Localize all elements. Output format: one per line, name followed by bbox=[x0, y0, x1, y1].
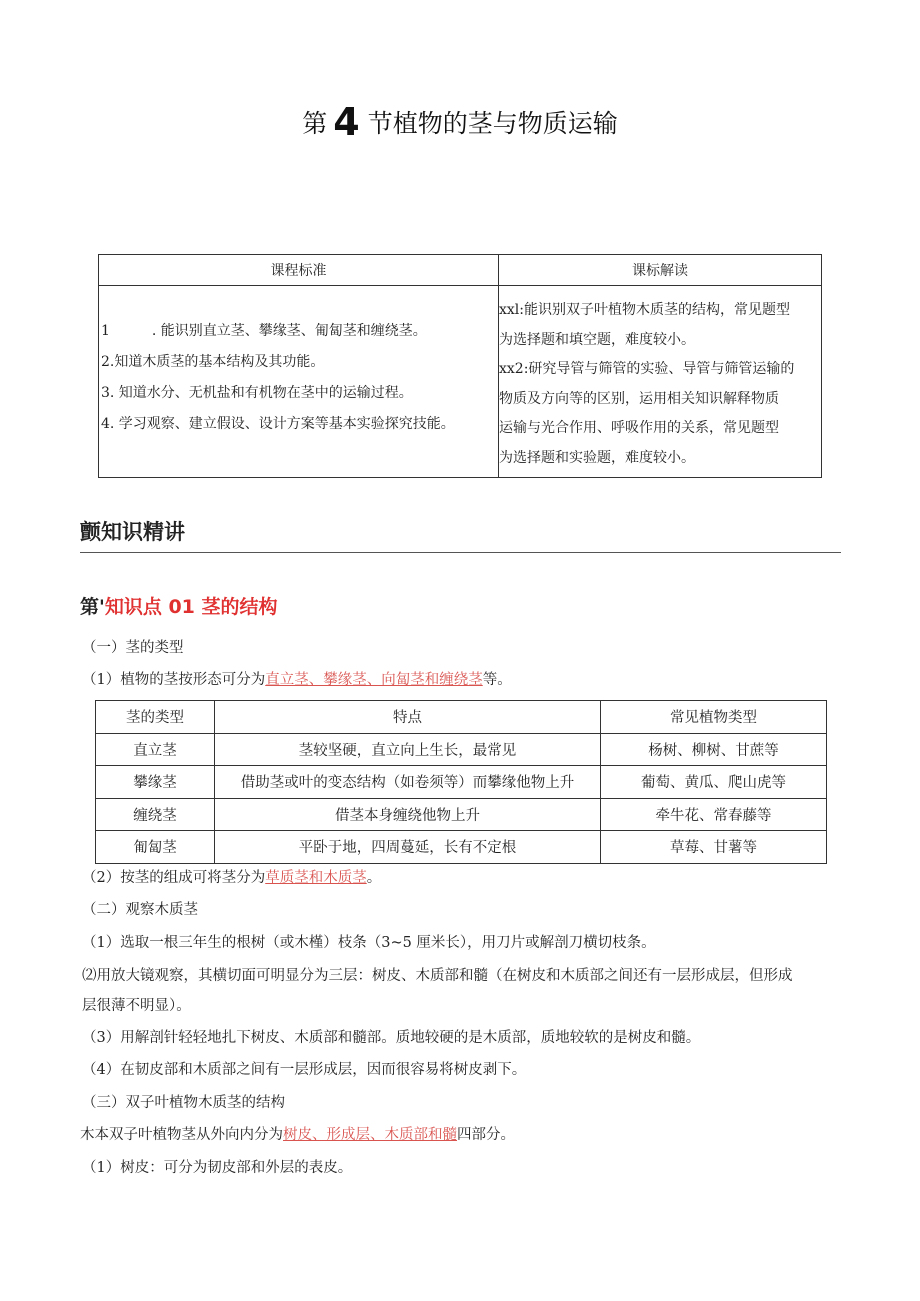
standards-right-cell bbox=[499, 286, 822, 478]
knowledge-point-heading bbox=[80, 592, 278, 619]
table-row: 直立茎 茎较坚硬，直立向上生长，最常见 杨树、柳树、甘蔗等 bbox=[96, 733, 827, 766]
standard-item: 4. 学习观察、建立假设、设计方案等基本实验探究技能。 bbox=[101, 416, 455, 432]
column-header: 常见植物类型 bbox=[601, 701, 827, 734]
title-number: 4 bbox=[333, 100, 360, 144]
paragraph: （3）用解剖针轻轻地扎下树皮、木质部和髓部。质地较硬的是木质部，质地较软的是树皮和髓。 bbox=[82, 1030, 701, 1046]
table-header-row bbox=[96, 701, 827, 734]
highlight-stem-composition: 草质茎和木质茎 bbox=[265, 870, 367, 886]
subheading-dicot-stem-structure: （三）双子叶植物木质茎的结构 bbox=[82, 1095, 285, 1111]
paragraph: ⑵用放大镜观察，其横切面可明显分为三层：树皮、木质部和髓（在树皮和木质部之间还有一层形成层，但形成 bbox=[82, 968, 793, 984]
stem-form-line: （1）植物的茎按形态可分为直立茎、攀缘茎、向匐茎和缠绕茎等。 bbox=[82, 672, 512, 688]
paragraph: （4）在韧皮部和木质部之间有一层形成层，因而很容易将树皮剥下。 bbox=[82, 1062, 527, 1078]
standard-item: 1 . 能识别直立茎、攀缘茎、匍匐茎和缠绕茎。 bbox=[101, 323, 427, 339]
interpretation-line: xx2:研究导管与筛管的实验、导管与筛管运输的 bbox=[499, 361, 795, 377]
standard-item: 2.知道木质茎的基本结构及其功能。 bbox=[101, 354, 325, 370]
standards-table bbox=[98, 254, 822, 478]
paragraph: （1）选取一根三年生的根树（或木槿）枝条（3~5 厘米长），用刀片或解剖刀横切枝条。 bbox=[82, 935, 656, 951]
column-header: 茎的类型 bbox=[96, 701, 215, 734]
interpretation-line: 运输与光合作用、呼吸作用的关系，常见题型 bbox=[499, 420, 779, 436]
standards-left-cell bbox=[99, 286, 499, 478]
highlight-stem-forms: 直立茎、攀缘茎、向匐茎和缠绕茎 bbox=[265, 672, 483, 688]
paragraph: （1）树皮：可分为韧皮部和外层的表皮。 bbox=[82, 1160, 353, 1176]
stem-types-table bbox=[95, 700, 827, 864]
interpretation-line: 为选择题和填空题，难度较小。 bbox=[499, 331, 695, 348]
knowledge-point-prefix: 第' bbox=[80, 596, 105, 618]
section-heading: 颤知识精讲 bbox=[80, 516, 841, 553]
subheading-observe-woody-stem: （二）观察木质茎 bbox=[82, 902, 198, 918]
table-row: 攀缘茎 借助茎或叶的变态结构（如卷须等）而攀缘他物上升 葡萄、黄瓜、爬山虎等 bbox=[96, 766, 827, 799]
title-prefix: 第 bbox=[302, 109, 328, 138]
interpretation-line: xxl:能识别双子叶植物木质茎的结构，常见题型 bbox=[499, 302, 790, 318]
highlight-stem-layers: 树皮、形成层、木质部和髓 bbox=[283, 1127, 457, 1143]
dicot-stem-line: 木本双子叶植物茎从外向内分为树皮、形成层、木质部和髓四部分。 bbox=[80, 1127, 515, 1143]
page-title bbox=[0, 100, 920, 144]
table-row: 缠绕茎 借茎本身缠绕他物上升 牵牛花、常春藤等 bbox=[96, 798, 827, 831]
subheading-stem-types: （一）茎的类型 bbox=[82, 640, 184, 656]
paragraph: 层很薄不明显）。 bbox=[82, 998, 191, 1014]
title-suffix: 节植物的茎与物质运输 bbox=[367, 109, 618, 138]
standard-item: 3. 知道水分、无机盐和有机物在茎中的运输过程。 bbox=[101, 385, 413, 401]
stem-composition-line: （2）按茎的组成可将茎分为草质茎和木质茎。 bbox=[82, 870, 382, 886]
standards-header-left: 课程标准 bbox=[99, 255, 499, 286]
column-header: 特点 bbox=[215, 701, 601, 734]
interpretation-line: 为选择题和实验题，难度较小。 bbox=[499, 449, 695, 466]
knowledge-point-label: 知识点 01 茎的结构 bbox=[104, 596, 278, 618]
standards-header-right: 课标解读 bbox=[499, 255, 822, 286]
table-row: 匍匐茎 平卧于地，四周蔓延，长有不定根 草莓、甘薯等 bbox=[96, 831, 827, 864]
interpretation-line: 物质及方向等的区别，运用相关知识解释物质 bbox=[499, 390, 779, 407]
